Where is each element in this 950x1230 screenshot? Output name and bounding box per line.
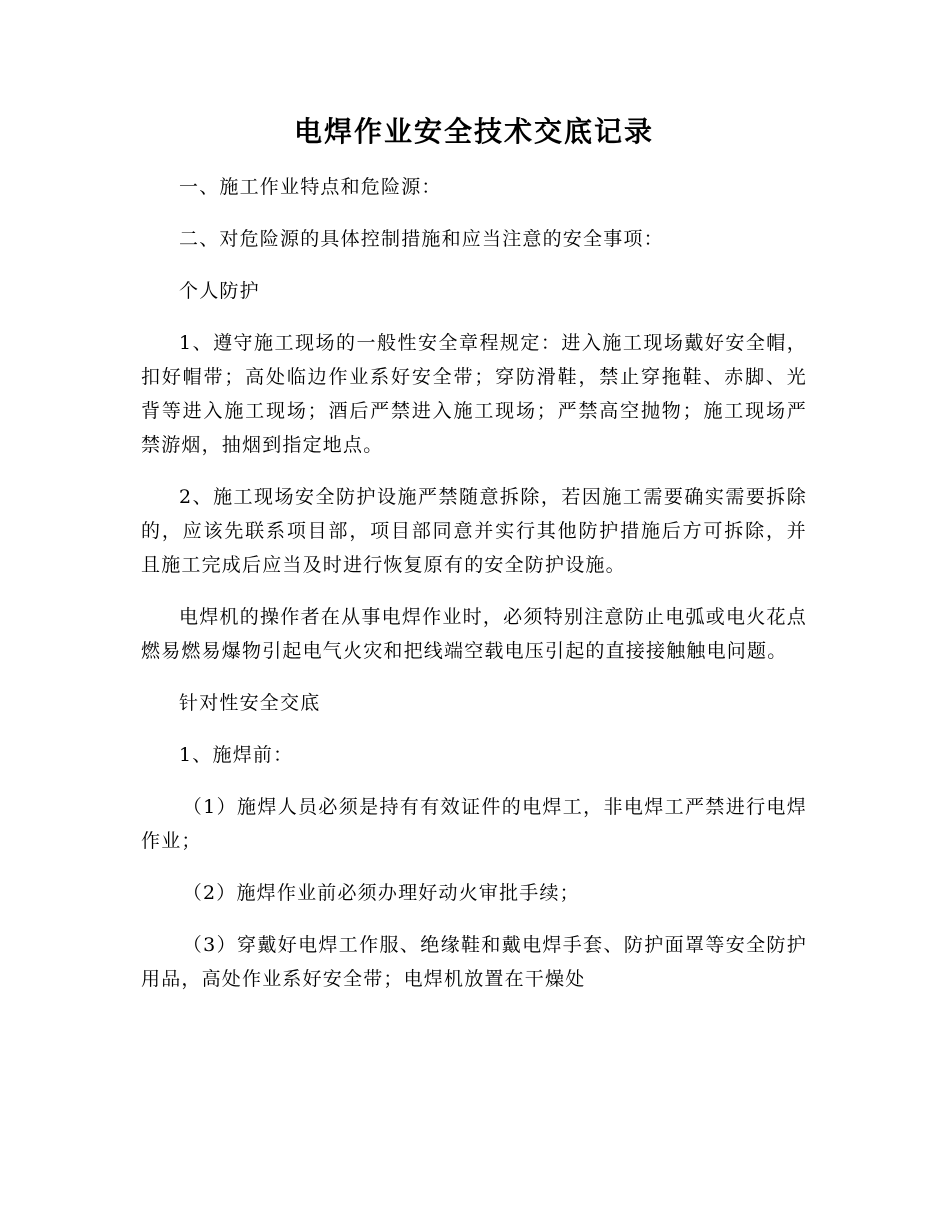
paragraph-welder-hazards: 电焊机的操作者在从事电焊作业时，必须特别注意防止电弧或电火花点燃易燃易爆物引起电气火灾和把线端空载电压引起的直接接触触电问题。 [141, 606, 807, 662]
subheading-targeted-briefing: 针对性安全交底 [179, 692, 321, 714]
document-body [141, 112, 807, 1014]
document-title: 电焊作业安全技术交底记录 [293, 115, 654, 148]
paragraph-site-rules: 1、遵守施工现场的一般性安全章程规定：进入施工现场戴好安全帽，扣好帽带；高处临边作业系好安全带；穿防滑鞋，禁止穿拖鞋、赤脚、光背等进入施工现场；酒后严禁进入施工现场；严禁高空抛物；施工现场严禁游烟，抽烟到指定地点。 [141, 332, 807, 456]
list-item-fire-permit: （2）施焊作业前必须办理好动火审批手续； [182, 882, 580, 904]
subheading-personal-protection: 个人防护 [179, 280, 260, 302]
list-item-qualified-welder: （1）施焊人员必须是持有有效证件的电焊工，非电焊工严禁进行电焊作业； [141, 796, 807, 852]
paragraph-protection-facilities: 2、施工现场安全防护设施严禁随意拆除，若因施工需要确实需要拆除的，应该先联系项目部，项目部同意并实行其他防护措施后方可拆除，并且施工完成后应当及时进行恢复原有的安全防护设施。 [141, 486, 807, 576]
list-item-protective-equipment: （3）穿戴好电焊工作服、绝缘鞋和戴电焊手套、防护面罩等安全防护用品，高处作业系好安全带；电焊机放置在干燥处 [141, 934, 807, 990]
section-heading-controls: 二、对危险源的具体控制措施和应当注意的安全事项： [179, 228, 664, 250]
section-heading-hazards: 一、施工作业特点和危险源： [179, 176, 442, 198]
subheading-before-welding: 1、施焊前： [179, 744, 294, 766]
